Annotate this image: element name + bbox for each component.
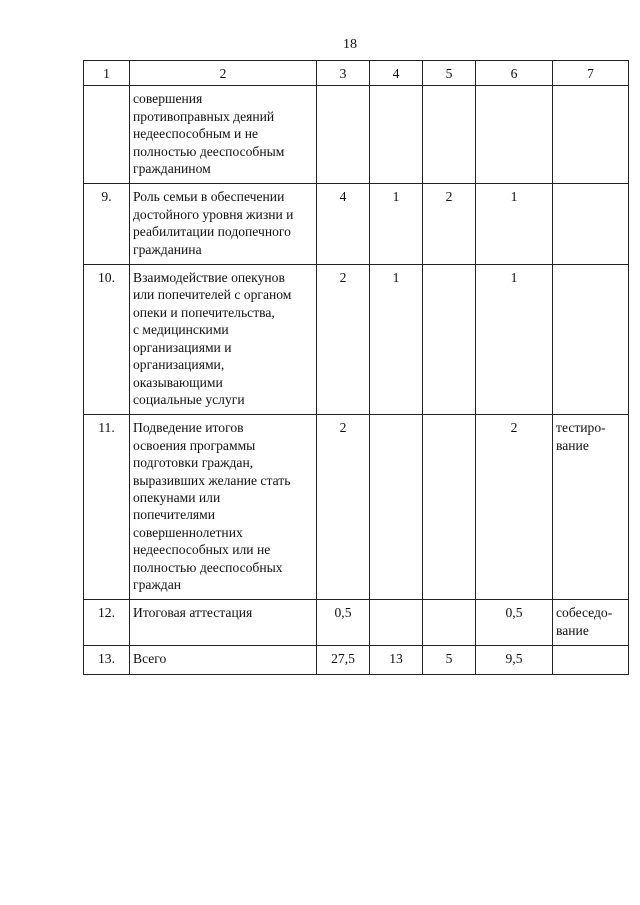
hours-cell-c4: 1 — [370, 184, 423, 265]
row-number-cell — [84, 86, 130, 184]
hours-cell-c4: 1 — [370, 265, 423, 415]
topic-line: совершеннолетних — [133, 524, 243, 540]
header-cell-3: 3 — [317, 61, 370, 86]
topic-line: недееспособных или не — [133, 542, 271, 558]
topic-line: недееспособным и не — [133, 126, 259, 142]
topic-line: противоправных деяний — [133, 108, 275, 124]
topic-line: полностью дееспособных — [133, 559, 283, 575]
topic-line: реабилитации подопечного — [133, 224, 291, 240]
header-cell-2: 2 — [130, 61, 317, 86]
hours-cell-c6: 2 — [476, 415, 553, 600]
hours-cell-c5 — [423, 600, 476, 646]
topic-line: полностью дееспособным — [133, 143, 285, 159]
table-row — [84, 646, 629, 674]
table-row — [84, 415, 629, 600]
topic-line: социальные услуги — [133, 391, 245, 407]
hours-cell-c4 — [370, 86, 423, 184]
control-form-line: вание — [556, 622, 589, 638]
topic-cell — [130, 646, 317, 674]
topic-cell — [130, 600, 317, 646]
header-cell-1: 1 — [84, 61, 130, 86]
topic-line: граждан — [133, 576, 182, 592]
hours-cell-c3: 0,5 — [317, 600, 370, 646]
table-header-row — [84, 61, 629, 86]
topic-cell — [130, 415, 317, 600]
hours-cell-c3: 2 — [317, 265, 370, 415]
page-number: 18 — [343, 37, 357, 52]
topic-cell — [130, 184, 317, 265]
hours-cell-c6: 9,5 — [476, 646, 553, 674]
table-body — [84, 61, 629, 675]
hours-cell-c3 — [317, 86, 370, 184]
hours-cell-c5 — [423, 415, 476, 600]
control-form-cell — [553, 184, 629, 265]
hours-cell-c5: 5 — [423, 646, 476, 674]
hours-cell-c5 — [423, 86, 476, 184]
row-number-cell: 10. — [84, 265, 130, 415]
header-cell-7: 7 — [553, 61, 629, 86]
hours-cell-c4 — [370, 415, 423, 600]
topic-line: опеки и попечительства, — [133, 304, 275, 320]
curriculum-table — [83, 60, 629, 675]
hours-cell-c3: 4 — [317, 184, 370, 265]
row-number-cell: 11. — [84, 415, 130, 600]
control-form-cell — [553, 265, 629, 415]
table-row — [84, 600, 629, 646]
topic-line: гражданина — [133, 241, 202, 257]
hours-cell-c5: 2 — [423, 184, 476, 265]
table-row — [84, 184, 629, 265]
topic-line: совершения — [133, 91, 203, 107]
topic-line: организациями и — [133, 339, 232, 355]
topic-line: Подведение итогов — [133, 420, 244, 436]
control-form-cell — [553, 646, 629, 674]
header-cell-6: 6 — [476, 61, 553, 86]
topic-line: Итоговая аттестация — [133, 605, 253, 621]
topic-cell — [130, 86, 317, 184]
topic-line: Всего — [133, 651, 167, 667]
hours-cell-c4: 13 — [370, 646, 423, 674]
topic-line: с медицинскими — [133, 322, 229, 338]
hours-cell-c6: 0,5 — [476, 600, 553, 646]
table-row — [84, 265, 629, 415]
control-form-line: тестиро- — [556, 420, 606, 436]
topic-line: гражданином — [133, 161, 211, 177]
header-cell-5: 5 — [423, 61, 476, 86]
hours-cell-c3: 27,5 — [317, 646, 370, 674]
row-number-cell: 12. — [84, 600, 130, 646]
control-form-cell — [553, 86, 629, 184]
topic-line: достойного уровня жизни и — [133, 206, 294, 222]
topic-line: выразивших желание стать — [133, 472, 291, 488]
topic-line: освоения программы — [133, 437, 256, 453]
row-number-cell: 13. — [84, 646, 130, 674]
table-row — [84, 86, 629, 184]
topic-line: или попечителей с органом — [133, 287, 292, 303]
hours-cell-c5 — [423, 265, 476, 415]
topic-cell — [130, 265, 317, 415]
hours-cell-c4 — [370, 600, 423, 646]
topic-line: опекунами или — [133, 489, 221, 505]
row-number-cell: 9. — [84, 184, 130, 265]
topic-line: Взаимодействие опекунов — [133, 270, 285, 286]
control-form-line: собеседо- — [556, 605, 613, 621]
control-form-cell — [553, 415, 629, 600]
control-form-cell — [553, 600, 629, 646]
hours-cell-c6: 1 — [476, 184, 553, 265]
hours-cell-c3: 2 — [317, 415, 370, 600]
control-form-line: вание — [556, 437, 589, 453]
topic-line: Роль семьи в обеспечении — [133, 189, 285, 205]
topic-line: подготовки граждан, — [133, 455, 254, 471]
topic-line: оказывающими — [133, 374, 223, 390]
hours-cell-c6 — [476, 86, 553, 184]
topic-line: попечителями — [133, 507, 216, 523]
topic-line: организациями, — [133, 357, 225, 373]
header-cell-4: 4 — [370, 61, 423, 86]
hours-cell-c6: 1 — [476, 265, 553, 415]
